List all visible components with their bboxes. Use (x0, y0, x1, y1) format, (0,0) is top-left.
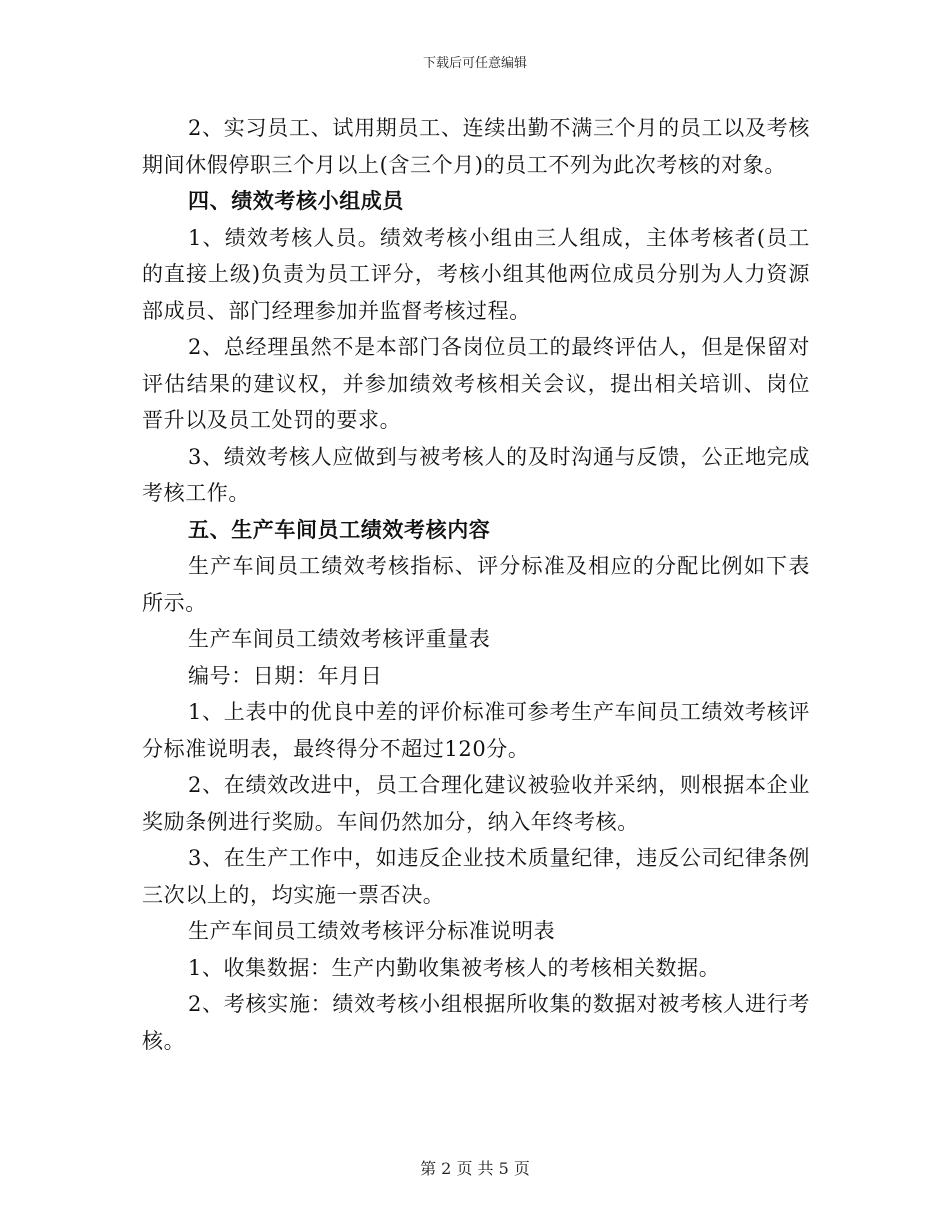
page-number-footer: 第 2 页 共 5 页 (420, 1159, 530, 1178)
paragraph-assessment-implementation: 2、考核实施：绩效考核小组根据所收集的数据对被考核人进行考核。 (142, 992, 810, 1053)
paragraph-internship-exclusion: 2、实习员工、试用期员工、连续出勤不满三个月的员工以及考核期间休假停职三个月以上(含三个月)的员工不列为此次考核的对象。 (142, 116, 810, 177)
document-body (142, 110, 810, 1059)
paragraph-note-veto: 3、在生产工作中，如违反企业技术质量纪律，违反公司纪律条例三次以上的，均实施一票否决。 (142, 846, 810, 907)
paragraph-data-collection: 1、收集数据：生产内勤收集被考核人的考核相关数据。 (188, 955, 721, 980)
paragraph-general-manager: 2、总经理虽然不是本部门各岗位员工的最终评估人，但是保留对评估结果的建议权，并参加绩效考核相关会议，提出相关培训、岗位晋升以及员工处罚的要求。 (142, 335, 810, 432)
paragraph-note-scoring: 1、上表中的优良中差的评价标准可参考生产车间员工绩效考核评分标准说明表，最终得分不超过120分。 (142, 700, 810, 761)
paragraph-communication: 3、绩效考核人应做到与被考核人的及时沟通与反馈，公正地完成考核工作。 (142, 444, 810, 505)
table-caption-standards: 生产车间员工绩效考核评分标准说明表 (188, 919, 556, 943)
paragraph-indicators-intro: 生产车间员工绩效考核指标、评分标准及相应的分配比例如下表所示。 (142, 554, 810, 615)
section-heading-team-members: 四、绩效考核小组成员 (188, 188, 404, 213)
page-header: 下载后可任意编辑 (422, 56, 527, 71)
paragraph-assessors: 1、绩效考核人员。绩效考核小组由三人组成，主体考核者(员工的直接上级)负责为员工评分，考核小组其他两位成员分别为人力资源部成员、部门经理参加并监督考核过程。 (142, 225, 810, 323)
section-heading-assessment-content: 五、生产车间员工绩效考核内容 (188, 516, 491, 542)
table-caption-weight: 生产车间员工绩效考核评重量表 (188, 627, 491, 651)
paragraph-note-improvement: 2、在绩效改进中，员工合理化建议被验收并采纳，则根据本企业奖励条例进行奖励。车间仍然加分，纳入年终考核。 (142, 773, 810, 834)
table-meta-number-date: 编号：日期：年月日 (188, 663, 383, 688)
